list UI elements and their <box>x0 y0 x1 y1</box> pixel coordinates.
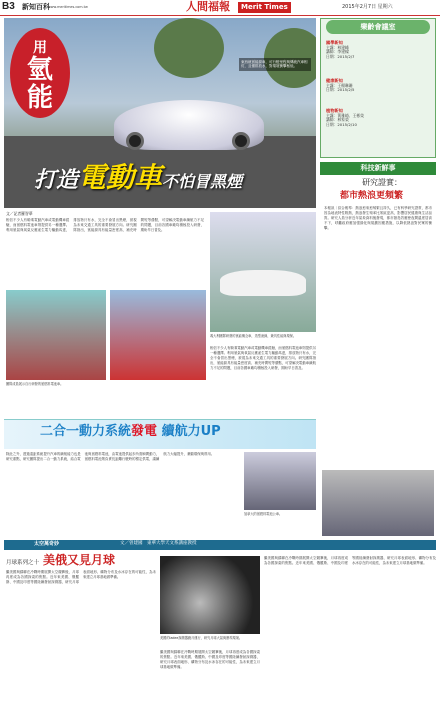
subsection-title <box>40 424 221 440</box>
article-byline: 文／記者羅智華 <box>6 211 33 216</box>
moon-title-text: 美俄又見月球 <box>43 553 116 567</box>
hero-title-part: 打造 <box>34 168 79 193</box>
figure-caption: 美國的ladee探測器繞月運行，研究月球大氣與塵埃環境。 <box>160 636 243 640</box>
concept-car-photo <box>210 212 316 332</box>
space-author: 文／曾建國 東華大學天文系講座教授 <box>120 541 197 546</box>
bus-photo <box>244 452 316 510</box>
sidebar-item-line: 日期：2015/2/7 <box>326 54 355 60</box>
team-photo <box>6 290 106 380</box>
tree-shape <box>154 18 224 78</box>
article-body-2: 相信不少人有騎乘電動汽車或電動機車經驗，而氫燃料電池車則提供另一種選擇。利用氫氣與氧氣反應產生電力驅動馬達，排放物只有水，完全不會冒出黑煙，被視為未來交通工具的重要發展方向。研究團隊指出，氫能源具有能量密度高、補充時間短等優點，可望解決電動車續航力不足的問題，目前各國車廠均積極投入研發，期盼早日普及。 <box>210 346 316 370</box>
space-section-bar <box>4 540 436 550</box>
lunar-probe-image <box>160 556 260 634</box>
moon-article-body-3: 繼美國與蘇聯在冷戰時期展開太空競賽後，月球再度成為各國探索的焦點。近年來美國、俄羅斯、中國及印度等國陸續發射探測器，研究月球表面地形、礦物分布及水冰存在的可能性，為未來建立月球基地做準備。 <box>264 556 436 565</box>
badge-line: 氫 <box>26 55 53 85</box>
sidebar-item <box>326 40 430 60</box>
badge-line: 用 <box>33 40 47 56</box>
paper-logo: 人間福報 <box>186 1 230 13</box>
space-section-name: 太空萬奇妙 <box>34 541 60 547</box>
team-photo-2 <box>110 290 206 380</box>
sidebar-item <box>326 78 430 93</box>
section-name: 新知百科 <box>22 3 50 11</box>
hero-caption: 東西就氫能源車，可行駛里程與傳統汽車相仿，且僅排放水，對環境衝擊極低。 <box>239 58 311 71</box>
sidebar-item-line: 主講：黃雅綺、王彬榮 <box>326 112 364 118</box>
science-photo <box>322 470 434 536</box>
sidebar-item-title: 植物新知 <box>326 108 343 113</box>
photo-caption: 加拿大的氫燃料電池公車。 <box>244 512 283 516</box>
moon-article-body: 繼美國與蘇聯在冷戰時期展開太空競賽後，月球再度成為各國探索的焦點。近年來美國、俄羅斯、中國及印度等國陸續發射探測器，研究月球表面地形、礦物分布及水冰存在的可能性，為未來建立月球基地做準備。 <box>6 570 156 584</box>
sidebar-item-line: 日期：2015/2/10 <box>326 122 357 128</box>
issue-date: 2015年2月7日 星期六 <box>342 4 393 10</box>
car-shape <box>220 270 306 296</box>
article-body: 相信不少人有騎乘電動汽車或電動機車經驗，而氫燃料電池車則提供另一種選擇。利用氫氣與氧氣反應產生電力驅動馬達，排放物只有水，完全不會冒出黑煙，被視為未來交通工具的重要發展方向。研究團隊指出，氫能源具有能量密度高、補充時間短等優點，可望解決電動車續航力不足的問題，目前各國車廠均積極投入研發，期盼早日普及。 <box>6 218 204 232</box>
science-article-text: 本報訊｜綜合報導：熱浪愈來愈頻繁且持久，已有科學研究證實，都市因為地表特性吸熱，熱浪發生頻率比郊區更高，影響居民健康與生活品質。研究人員分析近年氣象資料後發現，都市熱島效應使夜間溫度居高不下，呼籲政府應加強綠化與規劃因應措施，以降低熱浪對民眾的衝擊。 <box>324 206 432 230</box>
series-label: 月球系列之十 <box>6 560 40 566</box>
photo-caption: 義大利團隊研發的氫能概念車，造型流線，兼具性能與環保。 <box>210 334 297 338</box>
page-number: B3 <box>2 1 15 12</box>
hero-title-part: 不怕冒黑煙 <box>162 172 243 191</box>
hydrogen-badge <box>10 28 70 118</box>
moon-article-title <box>6 553 115 568</box>
sidebar-item-line: 講師：李建樑 <box>326 49 349 55</box>
sidebar-item-line: 日期：2015/2/5 <box>326 87 355 93</box>
sidebar-item-line: 主講：林建峰 <box>326 44 349 50</box>
photo-caption: 團隊成員展示自行研發的氫燃料電池車。 <box>6 382 64 386</box>
wheel-icon <box>232 132 250 150</box>
banner-part: 續航力UP <box>161 424 221 439</box>
sidebar-item <box>326 108 430 128</box>
sidebar-heading: 樂齡會議室 <box>326 20 430 34</box>
hero-title-emph: 電動車 <box>78 161 163 194</box>
banner-part: 二合一動力系統 <box>40 424 132 439</box>
sidebar-item-line: 主講：王楊琳珊 <box>326 82 353 88</box>
science-title-2: 都市熱浪更頻繁 <box>340 191 404 201</box>
moon-article-body-2: 繼美國與蘇聯在冷戰時期展開太空競賽後，月球再度成為各國探索的焦點。近年來美國、俄羅斯、中國及印度等國陸續發射探測器，研究月球表面地形、礦物分布及水冰存在的可能性，為未來建立月球基地做準備。 <box>160 650 260 669</box>
banner-part: 發電 <box>131 424 158 439</box>
badge-line: 能 <box>26 83 53 113</box>
science-title-1: 研究證實： <box>362 178 402 187</box>
science-news-heading: 科技新鮮事 <box>320 162 436 175</box>
hero-photo <box>4 18 316 208</box>
sidebar-item-title: 健康新知 <box>326 78 343 83</box>
sidebar-item-title: 國學新知 <box>326 40 343 45</box>
wheel-icon <box>126 132 144 150</box>
site-url[interactable]: www.meritimes.com.tw <box>48 5 88 9</box>
paper-english-name: Merit Times <box>238 2 291 13</box>
subsection-body: 除此之外，透過遠距系統提升汽車的續航能力也是研究重點，研究團隊提出二合一動力系統，結合電池與氫燃料電池，由電池提供起步所需瞬間動力，氫燃料電池則負責長距離行駛時的穩定供電，讓續航力大幅提升，兼顧環保與實用。 <box>6 452 215 461</box>
hero-title <box>34 160 242 195</box>
sidebar-item-line: 講師：林家榮 <box>326 117 349 123</box>
